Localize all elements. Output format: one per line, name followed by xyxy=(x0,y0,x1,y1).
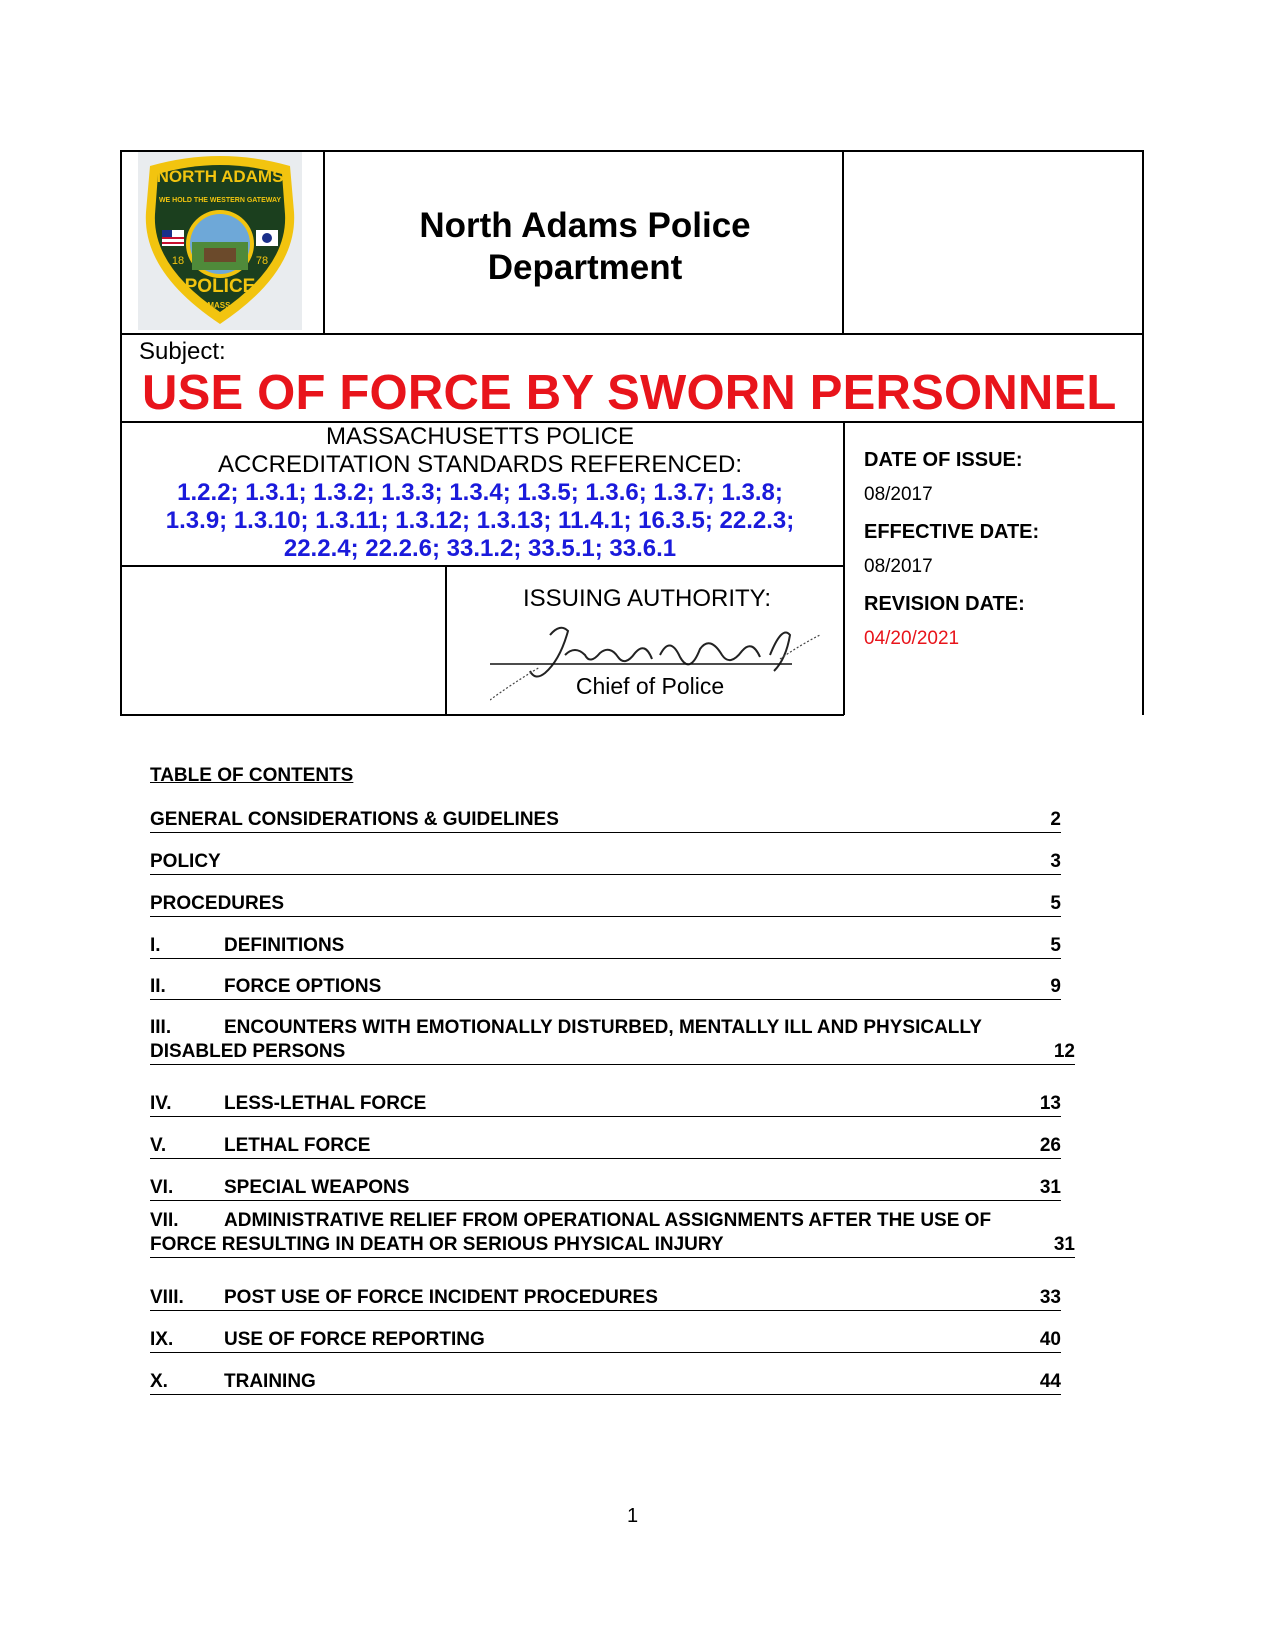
effective-date-value: 08/2017 xyxy=(864,556,933,577)
table-border-right xyxy=(1142,150,1144,715)
patch-year-left: 18 xyxy=(171,255,185,267)
toc-entry[interactable] xyxy=(150,1134,1061,1159)
toc-entry-page: 9 xyxy=(1050,976,1061,997)
toc-entry-page: 44 xyxy=(1039,1371,1061,1392)
toc-entry[interactable] xyxy=(150,1092,1061,1117)
toc-entry[interactable] xyxy=(150,1209,1075,1258)
table-divider-subject-top xyxy=(120,333,1143,335)
standards-line1: 1.2.2; 1.3.1; 1.3.2; 1.3.3; 1.3.4; 1.3.5; 1.3.6; 1.3.7; 1.3.8; xyxy=(177,479,783,506)
revision-date-value: 04/20/2021 xyxy=(864,628,960,649)
toc-entry-number: VI. xyxy=(150,1177,174,1198)
toc-entry-number: V. xyxy=(150,1135,167,1156)
accreditation-line1: MASSACHUSETTS POLICE xyxy=(325,423,635,450)
toc-entry-number: VIII. xyxy=(150,1287,184,1308)
toc-entry[interactable] xyxy=(150,1286,1061,1311)
toc-entry-title: SPECIAL WEAPONS xyxy=(224,1177,410,1198)
toc-entry[interactable] xyxy=(150,1370,1061,1395)
toc-entry-title: USE OF FORCE REPORTING xyxy=(224,1329,485,1350)
page-number: 1 xyxy=(626,1505,639,1527)
toc-entry-title: LETHAL FORCE xyxy=(224,1135,371,1156)
toc-entry-number: III. xyxy=(150,1017,172,1038)
toc-entry-title: ENCOUNTERS WITH EMOTIONALLY DISTURBED, MENTALLY ILL AND PHYSICALLY xyxy=(224,1017,982,1038)
toc-entry-page: 3 xyxy=(1050,851,1061,872)
patch-center-text: POLICE xyxy=(184,276,256,297)
toc-entry-title: POST USE OF FORCE INCIDENT PROCEDURES xyxy=(224,1287,658,1308)
toc-entry-title: GENERAL CONSIDERATIONS & GUIDELINES xyxy=(150,809,559,830)
table-divider-accred-bottom xyxy=(120,565,843,567)
patch-arc-text: NORTH ADAMS xyxy=(156,167,284,186)
toc-entry[interactable] xyxy=(150,808,1061,833)
toc-entry-number: IV. xyxy=(150,1093,172,1114)
toc-entry-title-continued: DISABLED PERSONS xyxy=(150,1041,346,1062)
toc-entry[interactable] xyxy=(150,1176,1061,1201)
department-name-line2: Department xyxy=(487,248,683,287)
toc-entry[interactable] xyxy=(150,850,1061,875)
revision-date-label: REVISION DATE: xyxy=(864,593,1025,615)
toc-entry-title: FORCE OPTIONS xyxy=(224,976,382,997)
toc-entry[interactable] xyxy=(150,975,1061,1000)
patch-state: MASS. xyxy=(207,301,233,310)
toc-entry-title: DEFINITIONS xyxy=(224,935,345,956)
toc-entry[interactable] xyxy=(150,1328,1061,1353)
accreditation-line2: ACCREDITATION STANDARDS REFERENCED: xyxy=(217,451,743,478)
table-divider-dates xyxy=(843,421,845,715)
toc-entry-number: IX. xyxy=(150,1329,174,1350)
toc-title: TABLE OF CONTENTS xyxy=(150,765,354,786)
table-border-bottom xyxy=(120,714,844,716)
accreditation-block xyxy=(125,423,835,563)
toc-entry-number: II. xyxy=(150,976,166,997)
table-border-left xyxy=(120,150,122,715)
toc-entry-page: 2 xyxy=(1050,809,1061,830)
patch-year-right: 78 xyxy=(255,255,269,267)
toc-entry-title: ADMINISTRATIVE RELIEF FROM OPERATIONAL ASSIGNMENTS AFTER THE USE OF xyxy=(224,1210,992,1231)
dates-block xyxy=(864,448,1134,664)
toc-entry-number: VII. xyxy=(150,1210,179,1231)
toc-entry-number: I. xyxy=(150,935,161,956)
toc-entry-page: 13 xyxy=(1039,1093,1061,1114)
patch-motto: WE HOLD THE WESTERN GATEWAY xyxy=(158,197,282,204)
toc-entry-page: 33 xyxy=(1039,1287,1061,1308)
toc-entry-page: 40 xyxy=(1039,1329,1061,1350)
toc-entry-page: 5 xyxy=(1050,935,1061,956)
department-name-line1: North Adams Police xyxy=(419,206,751,245)
toc-entry-page: 5 xyxy=(1050,893,1061,914)
toc-entry[interactable] xyxy=(150,934,1061,959)
police-patch-icon xyxy=(138,152,302,330)
chief-of-police-label: Chief of Police xyxy=(575,673,725,699)
subject-label: Subject: xyxy=(139,338,226,365)
toc-entry-page: 31 xyxy=(1053,1234,1075,1255)
date-of-issue-value: 08/2017 xyxy=(864,484,933,505)
subject-title: USE OF FORCE BY SWORN PERSONNEL xyxy=(142,366,1117,420)
toc-entry-title-continued: FORCE RESULTING IN DEATH OR SERIOUS PHYSICAL INJURY xyxy=(150,1234,724,1255)
toc-entry[interactable] xyxy=(150,892,1061,917)
toc-entry-title: TRAINING xyxy=(224,1371,316,1392)
toc-entry-number: X. xyxy=(150,1371,168,1392)
department-name xyxy=(325,205,845,289)
toc-entry-page: 31 xyxy=(1039,1177,1061,1198)
standards-line2: 1.3.9; 1.3.10; 1.3.11; 1.3.12; 1.3.13; 11.4.1; 16.3.5; 22.2.3; xyxy=(165,507,795,534)
standards-line3: 22.2.4; 22.2.6; 33.1.2; 33.5.1; 33.6.1 xyxy=(283,535,677,562)
toc-entry[interactable] xyxy=(150,1016,1075,1065)
toc-entry-page: 12 xyxy=(1053,1041,1075,1062)
issuing-authority-label: ISSUING AUTHORITY: xyxy=(522,585,772,612)
toc-entry-title: POLICY xyxy=(150,851,221,872)
department-patch-logo xyxy=(138,152,302,330)
effective-date-label: EFFECTIVE DATE: xyxy=(864,521,1040,543)
toc-entry-page: 26 xyxy=(1039,1135,1061,1156)
toc-entry-title: PROCEDURES xyxy=(150,893,285,914)
toc-entry-title: LESS-LETHAL FORCE xyxy=(224,1093,427,1114)
date-of-issue-label: DATE OF ISSUE: xyxy=(864,449,1023,471)
